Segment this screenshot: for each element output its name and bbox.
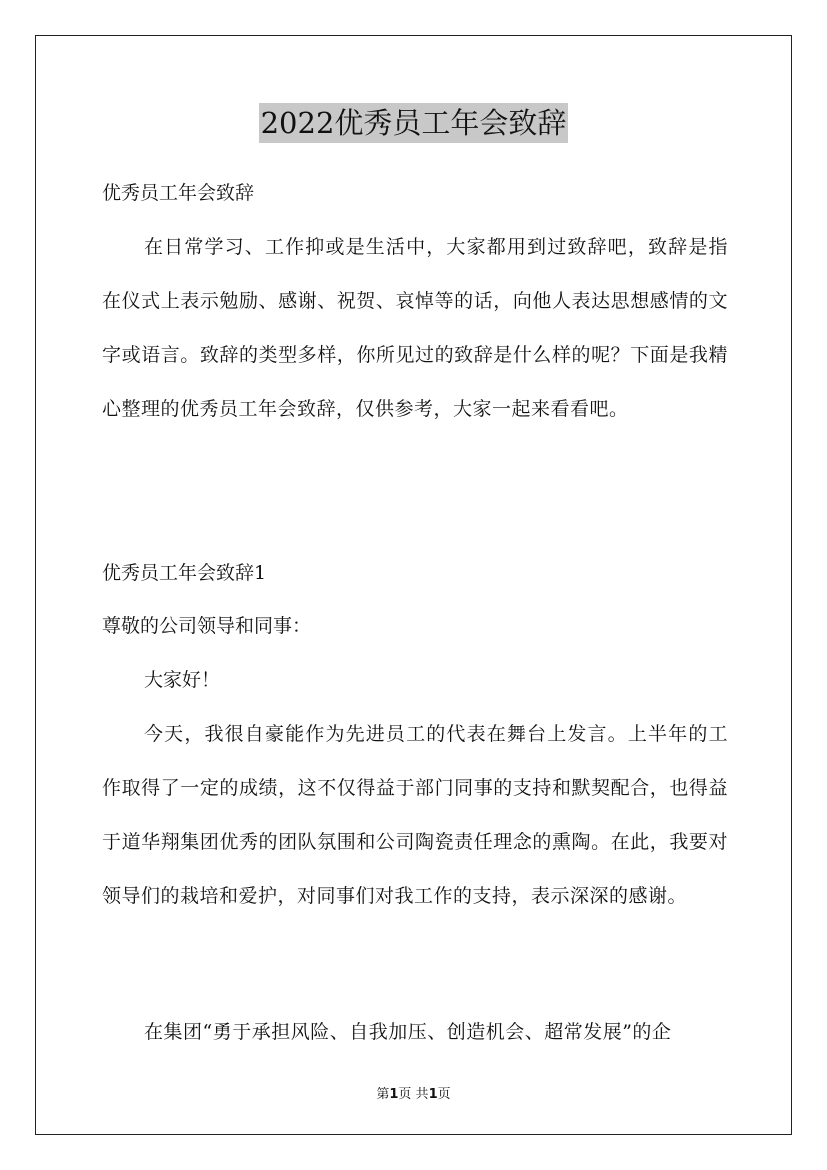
page-footer <box>0 1083 827 1102</box>
section-title: 优秀员工年会致辞1 <box>102 562 267 584</box>
document-title: 2022优秀员工年会致辞 <box>259 103 569 143</box>
intro-paragraph: 在日常学习、工作抑或是生活中，大家都用到过致辞吧，致辞是指在仪式上表示勉励、感谢、祝贺、哀悼等的话，向他人表达思想感情的文字或语言。致辞的类型多样，你所见过的致辞是什么样的呢？下面是我精心整理的优秀员工年会致辞，仅供参考，大家一起来看看吧。 <box>102 236 728 420</box>
body-paragraph-1: 今天，我很自豪能作为先进员工的代表在舞台上发言。上半年的工作取得了一定的成绩，这不仅得益于部门同事的支持和默契配合，也得益于道华翔集团优秀的团队氛围和公司陶瓷责任理念的熏陶。在此，我要对领导们的栽培和爱护，对同事们对我工作的支持，表示深深的感谢。 <box>102 723 728 907</box>
title-container <box>0 103 827 143</box>
salutation: 尊敬的公司领导和同事： <box>102 615 312 637</box>
footer-suffix: 页 <box>437 1087 451 1102</box>
footer-page-number: 1 <box>389 1087 399 1102</box>
document-heading: 优秀员工年会致辞 <box>102 182 255 204</box>
body-paragraph-2: 在集团“勇于承担风险、自我加压、创造机会、超常发展”的企 <box>144 1021 672 1043</box>
footer-prefix: 第 <box>376 1087 390 1102</box>
footer-mid: 页 共 <box>398 1087 429 1102</box>
footer-total-pages: 1 <box>428 1087 438 1102</box>
greeting: 大家好！ <box>144 669 221 691</box>
